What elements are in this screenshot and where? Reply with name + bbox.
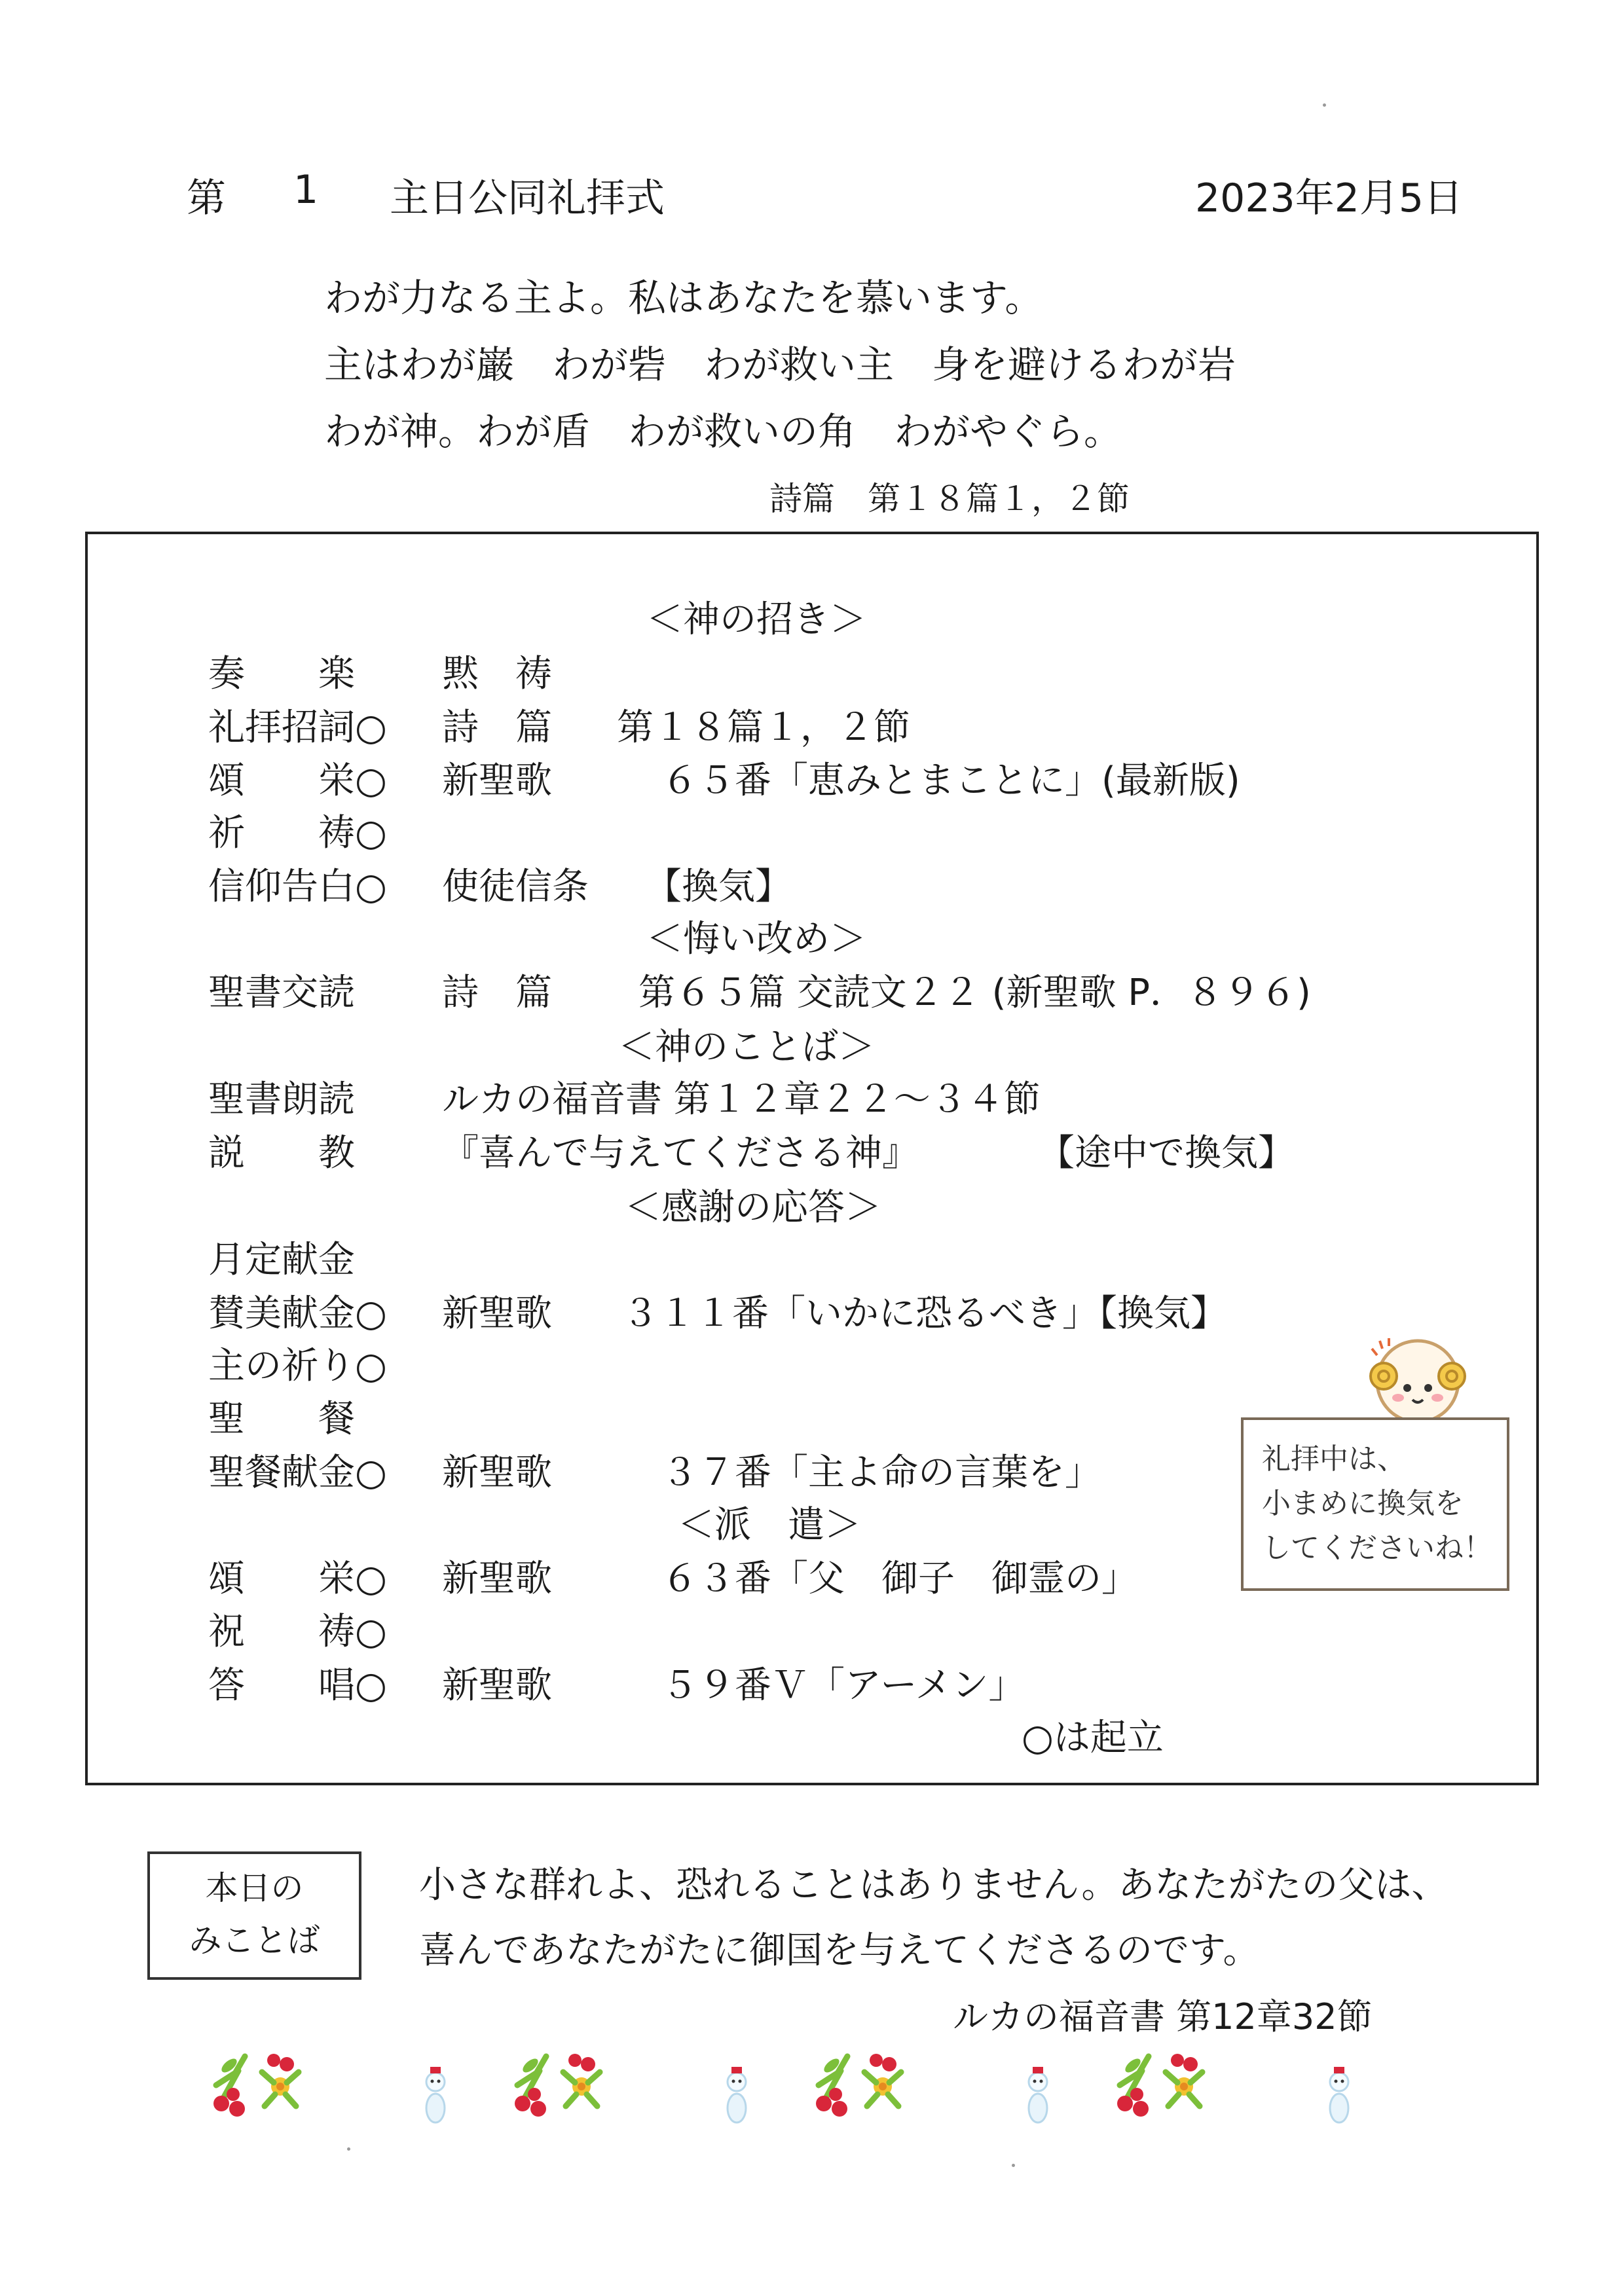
todays-word-reference: ルカの福音書 第12章32節 [953, 1996, 1373, 2037]
order-item-detail: 新聖歌 [442, 759, 552, 802]
order-item-reference: 【途中で換気】 [1038, 1132, 1295, 1175]
order-item-label: 祝 祷○ [208, 1611, 387, 1653]
order-item-reference: 第１８篇１，２節 [617, 706, 910, 749]
note-line: 小まめに換気を [1262, 1487, 1464, 1520]
order-item-label: 答 唱○ [208, 1664, 387, 1707]
section-heading-word: ＜神のことば＞ [618, 1026, 875, 1068]
order-item-detail: 詩 篇 [442, 706, 552, 749]
label-line: みことば [189, 1922, 320, 1959]
order-item-label: 聖書交読 [208, 972, 355, 1014]
order-item-detail: 新聖歌 [442, 1292, 552, 1335]
service-number: 1 [293, 167, 319, 213]
order-item-detail: 新聖歌 [442, 1451, 552, 1494]
service-title: 主日公同礼拝式 [390, 175, 665, 221]
order-item-label: 信仰告白○ [208, 866, 387, 908]
sheep-icon [1352, 1336, 1483, 1430]
order-item-label: 礼拝招詞○ [208, 706, 387, 749]
todays-word-label [147, 1851, 361, 1980]
order-item-label: 主の祈り○ [208, 1345, 387, 1387]
order-item-label: 聖書朗読 [208, 1078, 355, 1121]
order-item-label: 月定献金 [208, 1239, 355, 1281]
label-line: 本日の [205, 1869, 304, 1907]
todays-word-line: 小さな群れよ、恐れることはありません。あなたがたの父は、 [419, 1864, 1449, 1906]
order-item-reference: ３７番「主よ命の言葉を」 [661, 1451, 1101, 1494]
call-verse-line: わが神。わが盾 わが救いの角 わがやぐら。 [324, 409, 1122, 454]
section-heading-call: ＜神の招き＞ [646, 598, 866, 641]
order-item-label: 聖 餐 [208, 1398, 355, 1440]
order-item-label: 説 教 [208, 1132, 355, 1175]
note-line: してくださいね！ [1262, 1531, 1492, 1565]
speck [347, 2147, 350, 2151]
order-item-label: 賛美献金○ [208, 1292, 387, 1335]
order-item-reference: 第６５篇 交読文２２ (新聖歌 P．８９６) [638, 972, 1311, 1014]
speck [1323, 103, 1326, 107]
order-item-detail: 黙 祷 [442, 653, 552, 695]
order-item-detail: ルカの福音書 第１２章２２～３４節 [442, 1078, 1041, 1121]
order-item-detail: 使徒信条 [442, 866, 589, 908]
call-verse-line: わが力なる主よ。私はあなたを慕います。 [324, 276, 1043, 320]
call-verse-reference: 詩篇 第１８篇１，２節 [769, 480, 1130, 518]
ventilation-note [1241, 1417, 1509, 1591]
note-line: 礼拝中は、 [1262, 1442, 1406, 1476]
section-heading-response: ＜感謝の応答＞ [625, 1186, 881, 1229]
section-heading-sending: ＜派 遣＞ [678, 1504, 861, 1546]
service-date: 2023年2月5日 [1195, 175, 1464, 221]
order-item-detail: 新聖歌 [442, 1558, 552, 1600]
order-item-label: 頌 栄○ [208, 1558, 387, 1600]
sermon-title: 『喜んで与えてくださる神』 [442, 1132, 919, 1175]
section-heading-repentance: ＜悔い改め＞ [646, 918, 866, 960]
order-item-reference: ３１１番「いかに恐るべき」【換気】 [622, 1292, 1227, 1335]
order-item-label: 頌 栄○ [208, 759, 387, 802]
order-item-reference: ５９番Ｖ「アーメン」 [661, 1664, 1025, 1707]
decoration-row [196, 2039, 1454, 2138]
order-item-detail: 詩 篇 [442, 972, 552, 1014]
standing-note: ○は起立 [1022, 1717, 1164, 1759]
todays-word-line: 喜んであなたがたに御国を与えてくださるのです。 [419, 1929, 1260, 1972]
order-item-detail: 新聖歌 [442, 1664, 552, 1707]
order-item-reference: 【換気】 [645, 866, 792, 908]
order-item-label: 祈 祷○ [208, 812, 387, 854]
call-verse-line: 主はわが巌 わが砦 わが救い主 身を避けるわが岩 [324, 342, 1236, 387]
order-item-label: 聖餐献金○ [208, 1451, 387, 1494]
speck [1012, 2164, 1015, 2167]
order-item-reference: ６５番「恵みとまことに」(最新版) [661, 759, 1240, 802]
header-dai: 第 [187, 175, 226, 221]
order-item-reference: ６３番「父 御子 御霊の」 [661, 1558, 1138, 1600]
order-item-label: 奏 楽 [208, 653, 355, 695]
